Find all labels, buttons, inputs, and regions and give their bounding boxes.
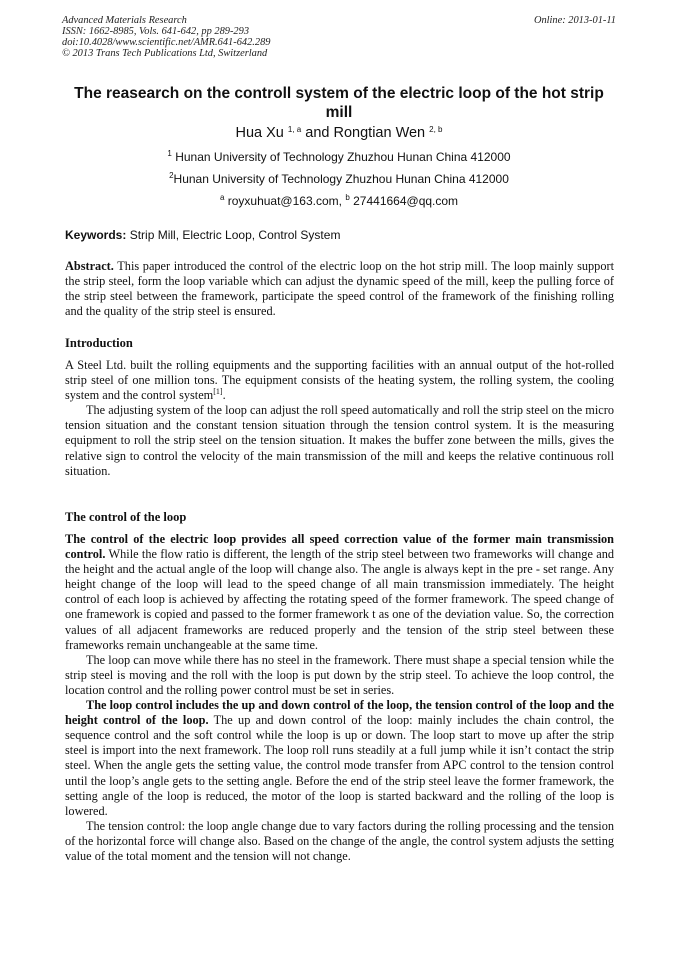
section-heading-control: The control of the loop [65, 510, 187, 524]
author-1-affiliation-mark: 1, a [287, 125, 302, 134]
journal-doi[interactable]: doi:10.4028/www.scientific.net/AMR.641-642.289 [62, 37, 271, 48]
control-paragraph-2: The loop can move while there has no steel in the framework. There must shape a special tension while the strip steel is moving and the roll with the loop is put down by the strip steel. To achieve the loop control, the location control and the rolling power control must be set in series. [65, 652, 614, 697]
author-1: Hua Xu [235, 125, 284, 141]
email-b[interactable]: 27441664@qq.com [353, 194, 459, 208]
keywords-label: Keywords: [65, 228, 127, 242]
affiliation-1 [60, 150, 618, 164]
control-body [65, 532, 614, 864]
introduction-p1-text: A Steel Ltd. built the rolling equipments and the supporting facilities with an annual output of the hot-rolled strip steel of one million tons. The equipment consists of the heating system, the rolling system, the cooling system and the control system [65, 358, 614, 403]
affiliation-2-mark: 2 [169, 171, 174, 180]
author-conjunction: and [305, 125, 330, 141]
online-date: Online: 2013-01-11 [533, 15, 616, 26]
introduction-paragraph-2: The adjusting system of the loop can adjust the roll speed automatically and roll the strip steel on the micro tension situation and the constant tension situation through the tension control system. It is the measuring equipment to roll the strip steel on the tension situation. It makes the buffer zone between the mills, gives the relative sign to control the velocity of the main transmission of the mill and keeps the relative continuous roll situation. [65, 403, 614, 478]
email-b-mark: b [345, 193, 350, 202]
journal-copyright: © 2013 Trans Tech Publications Ltd, Switzerland [62, 48, 268, 59]
citation-1[interactable]: [1] [213, 387, 223, 397]
journal-issn: ISSN: 1662-8985, Vols. 641-642, pp 289-293 [62, 26, 250, 37]
control-paragraph-4: The tension control: the loop angle change due to vary factors during the rolling processing and the tension of the horizontal force will change also. Based on the change of the angle, the control system adjusts the setting value of the total moment and the tension will not change. [65, 818, 614, 863]
affiliation-2-text: Hunan University of Technology Zhuzhou Hunan China 412000 [173, 172, 509, 186]
email-a-mark: a [219, 193, 225, 202]
journal-header [62, 15, 622, 59]
control-p1-bold: The control of the electric loop provides all speed correction value of the former main transmission control. [65, 532, 614, 562]
author-line [60, 124, 618, 142]
affiliation-1-text: Hunan University of Technology Zhuzhou Hunan China 412000 [175, 150, 511, 164]
control-paragraph-1 [65, 532, 614, 653]
abstract-label: Abstract. [65, 259, 114, 273]
affiliation-2 [60, 172, 618, 186]
keywords-text: Strip Mill, Electric Loop, Control System [129, 228, 341, 242]
control-p1-text: While the flow ratio is different, the length of the strip steel between two frameworks will change and the height and the actual angle of the loop will change also. The angle is always kept in the pre - set range. Any height change of the loop will lead to the speed change of all main transmission immediately. The height control of each loop is achieved by affecting the rotating speed of the former framework. The speed change of one framework is copied and passed to the former framework t as one of the deviation value. So, the correction values of all adjacent frameworks are reduced properly and the tension of the strip steel between these frameworks remain unchangeable at the same time. [65, 547, 615, 652]
introduction-p1-end: . [222, 388, 226, 403]
control-p3-bold: The loop control includes the up and down control of the loop, the tension control of the loop and the height control of the loop. [65, 698, 614, 728]
author-2-affiliation-mark: 2, b [429, 125, 443, 134]
control-p3-text: The up and down control of the loop: mainly includes the chain control, the sequence control and the soft control while the loop is up or down. The loop start to move up after the strip steel is import into the next framework. The loop roll runs steadily at a full jump while it isn’t contact the strip steel. When the angle gets the setting value, the control mode transfer from APC control to the tension control until the loop’s angle gets to the setting angle. Before the end of the strip steel leave the former framework, the setting angle of the loop is reduced, the motor of the loop is started backward and the rolling of the loop is lowered. [65, 713, 614, 818]
introduction-paragraph-1 [65, 358, 614, 403]
keywords [65, 228, 615, 243]
paper-title: The reasearch on the controll system of the electric loop of the hot strip mill [74, 85, 604, 121]
email-line [60, 194, 618, 208]
section-heading-introduction: Introduction [65, 336, 133, 350]
affiliation-1-mark: 1 [167, 149, 172, 158]
abstract [65, 259, 614, 319]
introduction-body [65, 358, 614, 479]
control-paragraph-3 [65, 698, 614, 819]
author-2: Rongtian Wen [333, 125, 426, 141]
email-a[interactable]: royxuhuat@163.com, [227, 194, 342, 208]
journal-name: Advanced Materials Research [62, 15, 187, 26]
abstract-text: This paper introduced the control of the electric loop on the hot strip mill. The loop mainly support the strip steel, form the loop variable which can adjust the dynamic speed of the mill, keep the pulling force of the strip steel between the framework, participate the speed control of the framework of the finishing rolling and the quality of the strip steel is ensured. [65, 259, 614, 319]
